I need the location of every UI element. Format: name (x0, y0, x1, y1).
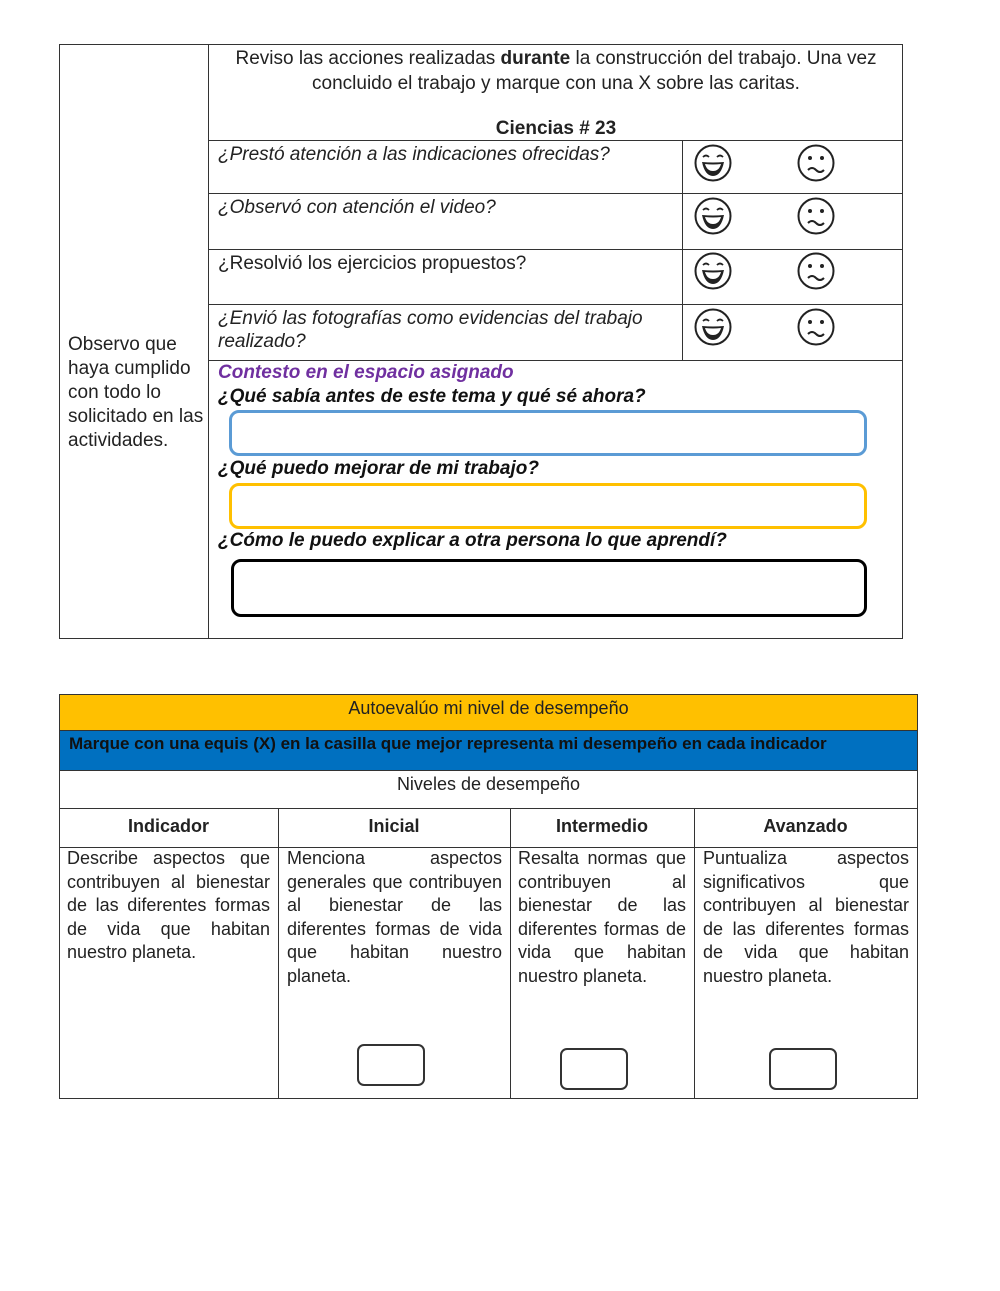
sad-face-icon[interactable] (796, 251, 836, 291)
row-divider (208, 304, 903, 305)
sad-face-icon[interactable] (796, 307, 836, 347)
answer-section-label: Contesto en el espacio asignado (218, 362, 514, 383)
performance-rubric (59, 694, 918, 1099)
table-divider (208, 44, 209, 639)
levels-subtitle: Niveles de desempeño (59, 770, 918, 809)
row-divider (208, 193, 903, 194)
answer-box-explain[interactable] (231, 559, 867, 617)
question-3: ¿Resolvió los ejercicios propuestos? (218, 253, 527, 274)
worksheet-title: Ciencias # 23 (495, 118, 617, 139)
happy-face-icon[interactable] (693, 307, 733, 347)
sad-face-icon[interactable] (796, 143, 836, 183)
sad-face-icon[interactable] (796, 196, 836, 236)
answer-box-improve[interactable] (229, 483, 867, 529)
header-inicial: Inicial (368, 816, 420, 836)
grid-line (59, 1098, 918, 1099)
cell-indicador: Describe aspectos que contribuyen al bienestar de las diferentes formas de vida que habitan nuestro planeta. (67, 848, 270, 963)
row-divider (208, 360, 903, 361)
rubric-title: Autoevalúo mi nivel de desempeño (59, 694, 918, 731)
header-avanzado: Avanzado (763, 816, 848, 836)
prompt-before-after: ¿Qué sabía antes de este tema y qué sé ahora? (218, 386, 646, 407)
checkbox-intermedio[interactable] (560, 1048, 628, 1090)
faces-column-divider (682, 140, 683, 360)
happy-face-icon[interactable] (693, 251, 733, 291)
header-intermedio: Intermedio (555, 816, 648, 836)
instructions-text: Reviso las acciones realizadas durante la construcción del trabajo. Una vez concluido el trabajo y marque con una X sobre las caritas. (235, 48, 877, 94)
question-4: ¿Envió las fotografías como evidencias del trabajo realizado? (218, 308, 643, 352)
header-indicador: Indicador (127, 816, 209, 836)
cell-avanzado: Puntualiza aspectos significativos que contribuyen al bienestar de las diferentes formas de vida que habitan nuestro planeta. (703, 848, 909, 986)
answer-box-before-after[interactable] (229, 410, 867, 456)
question-1: ¿Prestó atención a las indicaciones ofrecidas? (218, 144, 610, 165)
cell-inicial: Menciona aspectos generales que contribuyen al bienestar de las diferentes formas de vida que habitan nuestro planeta. (287, 848, 502, 986)
prompt-explain: ¿Cómo le puedo explicar a otra persona lo que aprendí? (218, 530, 727, 551)
grid-line (917, 809, 918, 1099)
question-2: ¿Observó con atención el video? (218, 197, 496, 218)
prompt-improve: ¿Qué puedo mejorar de mi trabajo? (218, 458, 539, 479)
row-divider (208, 140, 903, 141)
happy-face-icon[interactable] (693, 143, 733, 183)
criteria-label: Observo que haya cumplido con todo lo solicitado en las actividades. (68, 334, 204, 451)
row-divider (208, 249, 903, 250)
happy-face-icon[interactable] (693, 196, 733, 236)
checkbox-inicial[interactable] (357, 1044, 425, 1086)
cell-intermedio: Resalta normas que contribuyen al bienestar de las diferentes formas de vida que habitan nuestro planeta. (518, 848, 686, 986)
checkbox-avanzado[interactable] (769, 1048, 837, 1090)
rubric-instruction: Marque con una equis (X) en la casilla que mejor representa mi desempeño en cada indicador (59, 731, 918, 770)
